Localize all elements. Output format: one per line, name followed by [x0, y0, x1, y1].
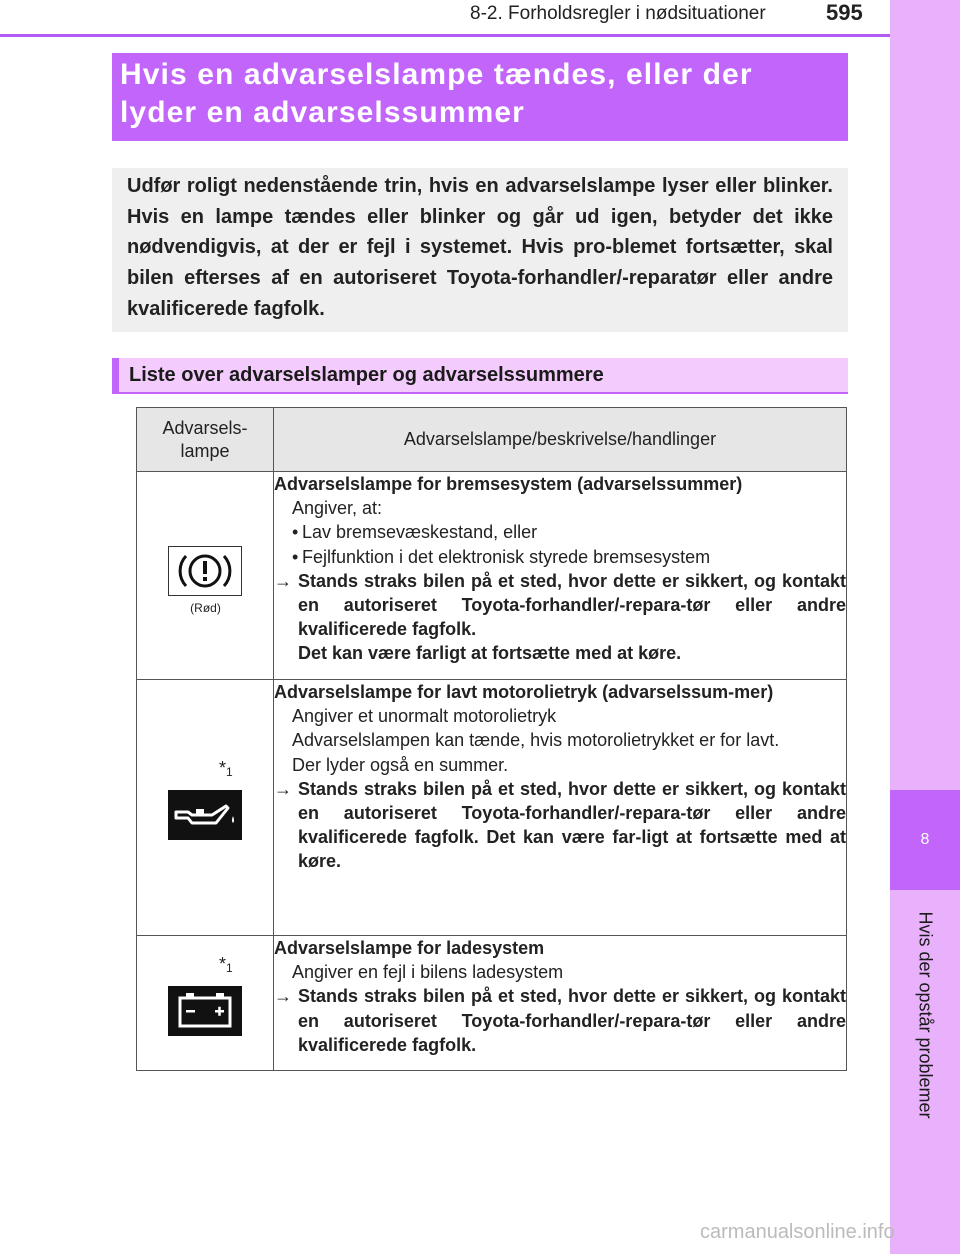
icon-caption: (Rød) [190, 601, 221, 615]
table-row [137, 472, 847, 680]
footnote-marker [219, 758, 233, 779]
table-row [137, 680, 847, 936]
col-header-lamp [137, 408, 274, 472]
description-cell [274, 936, 847, 1071]
col-header-lamp-line2: lampe [180, 440, 230, 461]
subheading-accent [112, 358, 119, 392]
watermark: carmanualsonline.info [700, 1221, 895, 1243]
desc-line: Der lyder også en summer. [292, 754, 509, 775]
action-text-2 [274, 641, 846, 665]
description-cell [274, 472, 847, 680]
page-number: 595 [826, 0, 863, 25]
subheading-banner [112, 358, 848, 394]
lamp-cell [137, 680, 274, 936]
description-cell [274, 680, 847, 936]
action-line: Det kan være farligt at fortsætte med at køre. [298, 643, 682, 664]
chapter-number: 8 [920, 831, 930, 848]
action-line: Stands straks bilen på et sted, hvor dette er sikkert, og kontakt en autoriseret Toyota-forhandler/-repara-tør eller andre kvalificerede fagfolk. [298, 570, 846, 640]
lamp-cell [137, 472, 274, 680]
battery-charge-icon [168, 986, 242, 1036]
page-title [120, 56, 840, 132]
table-row [137, 936, 847, 1071]
action-text [274, 984, 846, 1057]
lamp-title: Advarselslampe for lavt motorolietryk (advarselssum-mer) [274, 682, 774, 702]
desc-line: Angiver, at: [292, 498, 383, 519]
desc-line: Advarselslampen kan tænde, hvis motorolietrykket er for lavt. [292, 730, 780, 751]
action-line: Stands straks bilen på et sted, hvor dette er sikkert, og kontakt en autoriseret Toyota-forhandler/-repara-tør eller andre kvalificerede fagfolk. Det kan være far-ligt at fortsætte med at køre. [298, 778, 846, 872]
arrow-icon: → [274, 570, 292, 591]
action-line: Stands straks bilen på et sted, hvor dette er sikkert, og kontakt en autoriseret Toyota-forhandler/-repara-tør eller andre kvalificerede fagfolk. [298, 986, 846, 1055]
desc-line: Angiver en fejl i bilens ladesystem [292, 962, 564, 983]
subheading: Liste over advarselslamper og advarselssummere [129, 364, 604, 386]
intro-box [112, 168, 848, 332]
footnote-marker [219, 954, 233, 975]
action-text [274, 569, 846, 642]
col-header-description: Advarselslampe/beskrivelse/handlinger [274, 408, 847, 472]
desc-bullet: • Lav bremsevæskestand, eller [274, 520, 846, 544]
arrow-icon: → [274, 986, 292, 1007]
desc-line: Angiver et unormalt motorolietryk [292, 706, 557, 727]
lamp-title: Advarselslampe for bremsesystem (advarselssummer) [274, 474, 743, 494]
footnote-number: 1 [226, 765, 233, 779]
section-title: 8-2. Forholdsregler i nødsituationer [470, 3, 766, 24]
col-header-lamp-line1: Advarsels- [162, 417, 248, 438]
brake-warning-icon [168, 546, 242, 596]
oil-pressure-icon [168, 790, 242, 840]
warning-lamp-table [136, 407, 847, 1071]
lamp-title: Advarselslampe for ladesystem [274, 938, 545, 958]
title-banner [112, 53, 848, 141]
title-line-2: lyder en advarselssummer [120, 96, 525, 129]
chapter-tab[interactable] [890, 790, 960, 890]
footnote-star: * [219, 954, 227, 974]
title-line-1: Hvis en advarselslampe tændes, eller der [120, 58, 753, 91]
chapter-label: Hvis der opstår problemer [915, 911, 936, 1119]
table-header-row [137, 408, 847, 472]
action-text [274, 777, 846, 874]
lamp-cell [137, 936, 274, 1071]
footnote-number: 1 [226, 961, 233, 975]
intro-text: Udfør roligt nedenstående trin, hvis en advarselslampe lyser eller blinker. Hvis en lampe tændes eller blinker og går ud igen, betyder det ikke nødvendigvis, at der er fejl i systemet. Hvis pro-blemet fortsætter, skal bilen efterses af en autoriseret Toyota-forhandler/-reparatør eller andre kvalificerede fagfolk. [127, 175, 833, 320]
footnote-star: * [219, 758, 227, 778]
desc-bullet: • Fejlfunktion i det elektronisk styrede bremsesystem [274, 545, 846, 569]
arrow-icon: → [274, 778, 292, 799]
header-rule [0, 34, 890, 37]
